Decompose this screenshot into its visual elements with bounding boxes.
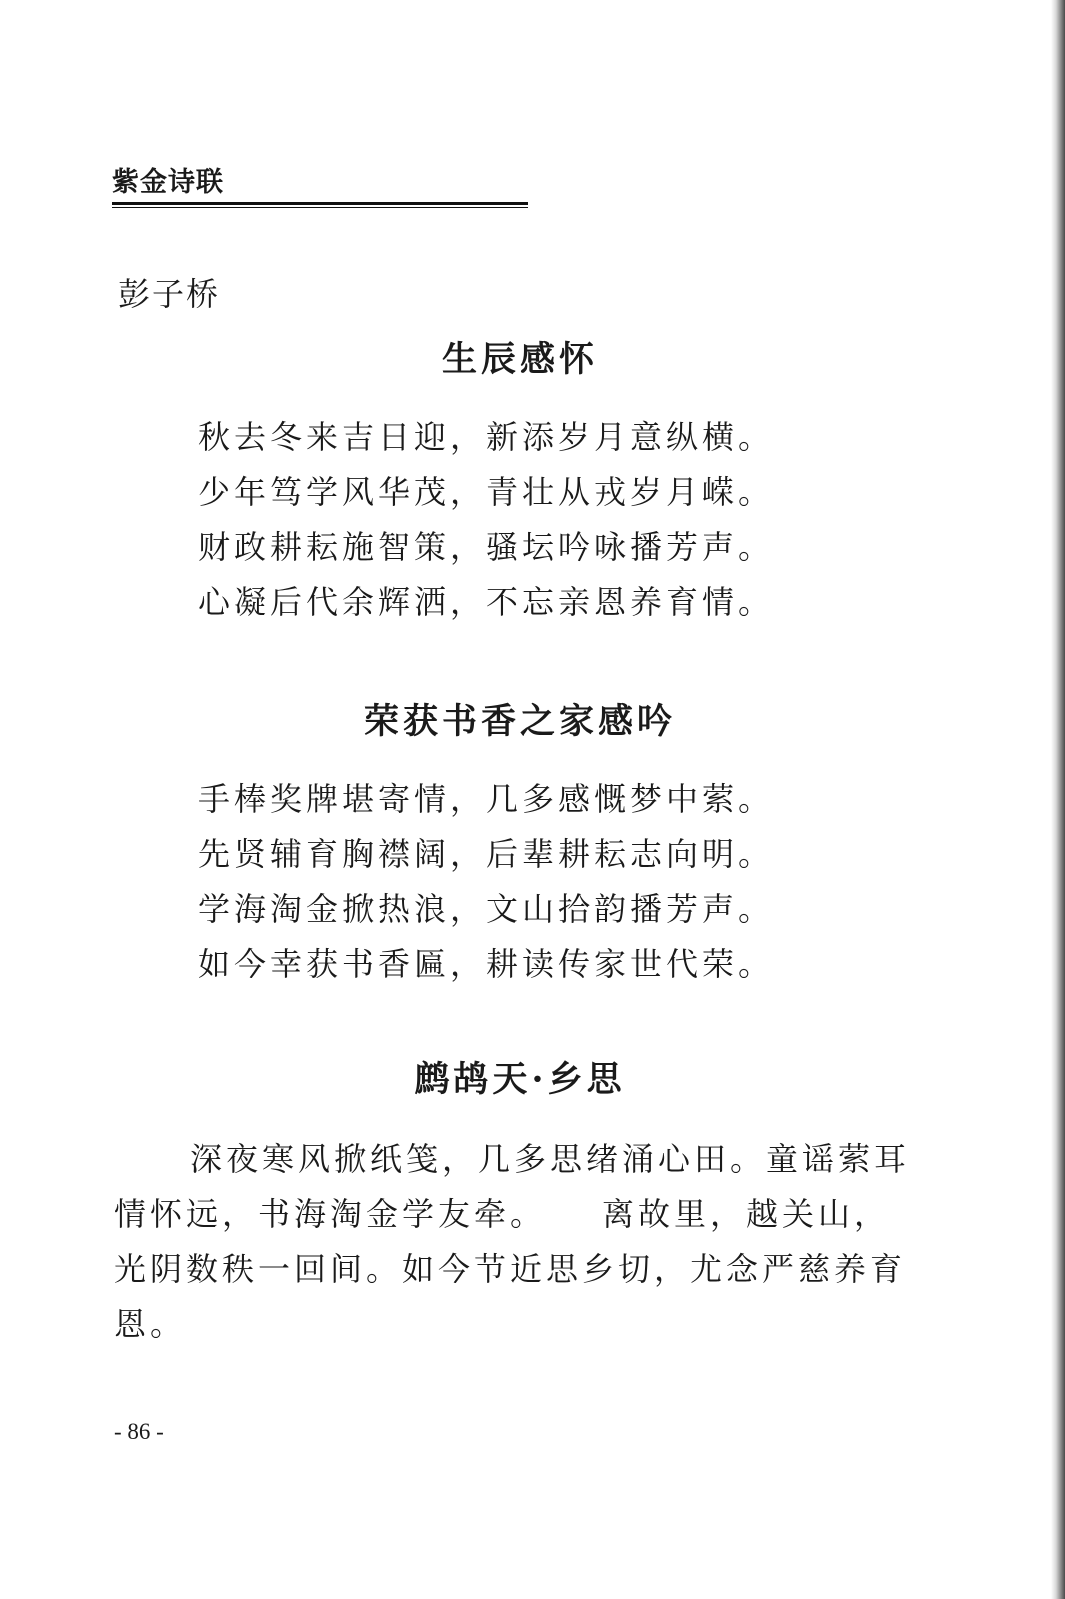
poem-line: 少年笃学风华茂，青壮从戎岁月嵘。 xyxy=(198,473,775,511)
book-title: 紫金诗联 xyxy=(112,167,224,198)
header-rule-thin xyxy=(112,207,528,208)
scan-edge xyxy=(1051,0,1065,1599)
poem-line: 学海淘金掀热浪，文山拾韵播芳声。 xyxy=(198,890,775,928)
poem-body-2 xyxy=(198,772,838,992)
poem-line: 如今幸获书香匾，耕读传家世代荣。 xyxy=(198,945,775,983)
page-number: - 86 - xyxy=(114,1419,164,1444)
poem-title-1: 生辰感怀 xyxy=(441,339,598,380)
author-name: 彭子桥 xyxy=(118,275,221,313)
ci-body: 深夜寒风掀纸笺，几多思绪涌心田。童谣萦耳情怀远，书海淘金学友牵。 离故里，越关山，光阴数秩一回间。如今节近思乡切，尤念严慈养育恩。 xyxy=(114,1140,911,1343)
poem-line: 先贤辅育胸襟阔，后辈耕耘志向明。 xyxy=(198,835,775,873)
poem-line: 秋去冬来吉日迎，新添岁月意纵横。 xyxy=(198,418,775,456)
header-rule xyxy=(112,202,528,205)
poem-line: 财政耕耘施智策，骚坛吟咏播芳声。 xyxy=(198,528,775,566)
poem-title-2: 荣获书香之家感吟 xyxy=(363,701,676,742)
poem-line: 心凝后代余辉洒，不忘亲恩养育情。 xyxy=(198,583,775,621)
poem-title-3: 鹧鸪天·乡思 xyxy=(414,1059,626,1100)
running-header xyxy=(112,166,528,208)
poem-line: 手棒奖牌堪寄情，几多感慨梦中萦。 xyxy=(198,780,775,818)
poem-body-1 xyxy=(198,410,838,630)
